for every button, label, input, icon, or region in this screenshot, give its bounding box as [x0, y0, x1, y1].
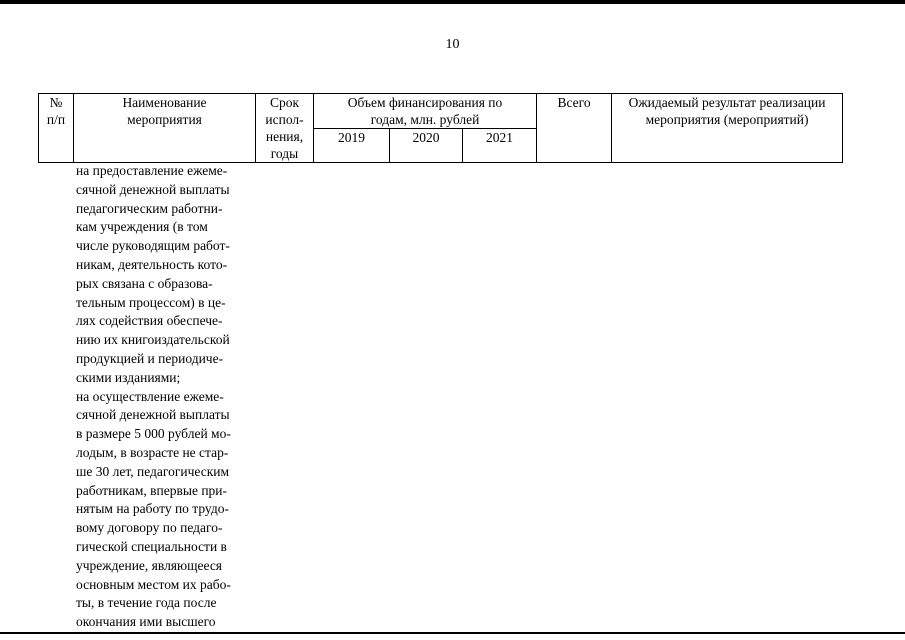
text-line: лодым, в возрасте не стар-	[76, 444, 229, 460]
header-cell-term	[256, 94, 314, 163]
table-header	[38, 93, 843, 163]
header-year-2021: 2021	[463, 129, 537, 163]
text-line: педагогическим работни-	[76, 200, 223, 216]
page-number: 10	[445, 37, 460, 52]
text-line: рых связана с образова-	[76, 275, 213, 291]
text-line: сячной денежной выплаты	[76, 181, 230, 197]
header-funding-line-2: годам, млн. рублей	[370, 112, 480, 127]
text-line: кам учреждения (в том	[76, 219, 208, 235]
header-term-line-3: нения,	[265, 129, 304, 144]
text-line: в размере 5 000 рублей мо-	[76, 426, 231, 442]
text-line: нию их книгоиздательской	[76, 332, 230, 348]
header-year-2020: 2020	[390, 129, 463, 163]
text-line: скими изданиями;	[76, 369, 181, 385]
header-cell-total	[537, 94, 612, 163]
text-line: продукцией и периодиче-	[76, 350, 224, 366]
text-line: учреждение, являющееся	[76, 557, 223, 573]
text-line: ше 30 лет, педагогическим	[76, 463, 230, 479]
text-line: гической специальности в	[76, 538, 227, 554]
header-name-line-1: Наименование	[122, 95, 207, 110]
header-cell-funding	[314, 94, 537, 129]
header-name-line-2: мероприятия	[127, 112, 202, 127]
text-line: вому договору по педаго-	[76, 520, 223, 536]
header-term-line-1: Срок	[269, 95, 300, 110]
bottom-border-line	[0, 632, 905, 634]
header-funding-line-1: Объем финансирования по	[347, 95, 503, 110]
header-cell-number	[39, 94, 74, 163]
header-cell-result	[612, 94, 843, 163]
header-term-line-4: годы	[270, 146, 299, 161]
text-line: окончания ими высшего	[76, 614, 216, 630]
text-line: сячной денежной выплаты	[76, 407, 230, 423]
text-line: числе руководящим работ-	[76, 238, 230, 254]
header-number-line-2: п/п	[46, 112, 66, 127]
header-total-label: Всего	[557, 95, 591, 110]
top-border-line	[0, 0, 905, 4]
header-cell-name	[74, 94, 256, 163]
text-line: на предоставление ежеме-	[76, 163, 228, 178]
text-line: лях содействия обеспече-	[76, 313, 223, 329]
text-line: на осуществление ежеме-	[76, 388, 224, 404]
text-line: ты, в течение года после	[76, 595, 217, 611]
text-line: никам, деятельность кото-	[76, 256, 228, 272]
header-term-line-2: испол-	[265, 112, 304, 127]
text-line: основным местом их рабо-	[76, 576, 231, 592]
text-line: тельным процессом) в це-	[76, 294, 226, 310]
activity-description	[76, 162, 250, 632]
header-number-line-1: №	[49, 95, 63, 110]
header-result-line-1: Ожидаемый результат реализации	[628, 95, 826, 110]
header-result-line-2: мероприятия (мероприятий)	[645, 112, 809, 127]
header-year-2019: 2019	[314, 129, 390, 163]
text-line: нятым на работу по трудо-	[76, 501, 229, 517]
text-line: работникам, впервые при-	[76, 482, 228, 498]
